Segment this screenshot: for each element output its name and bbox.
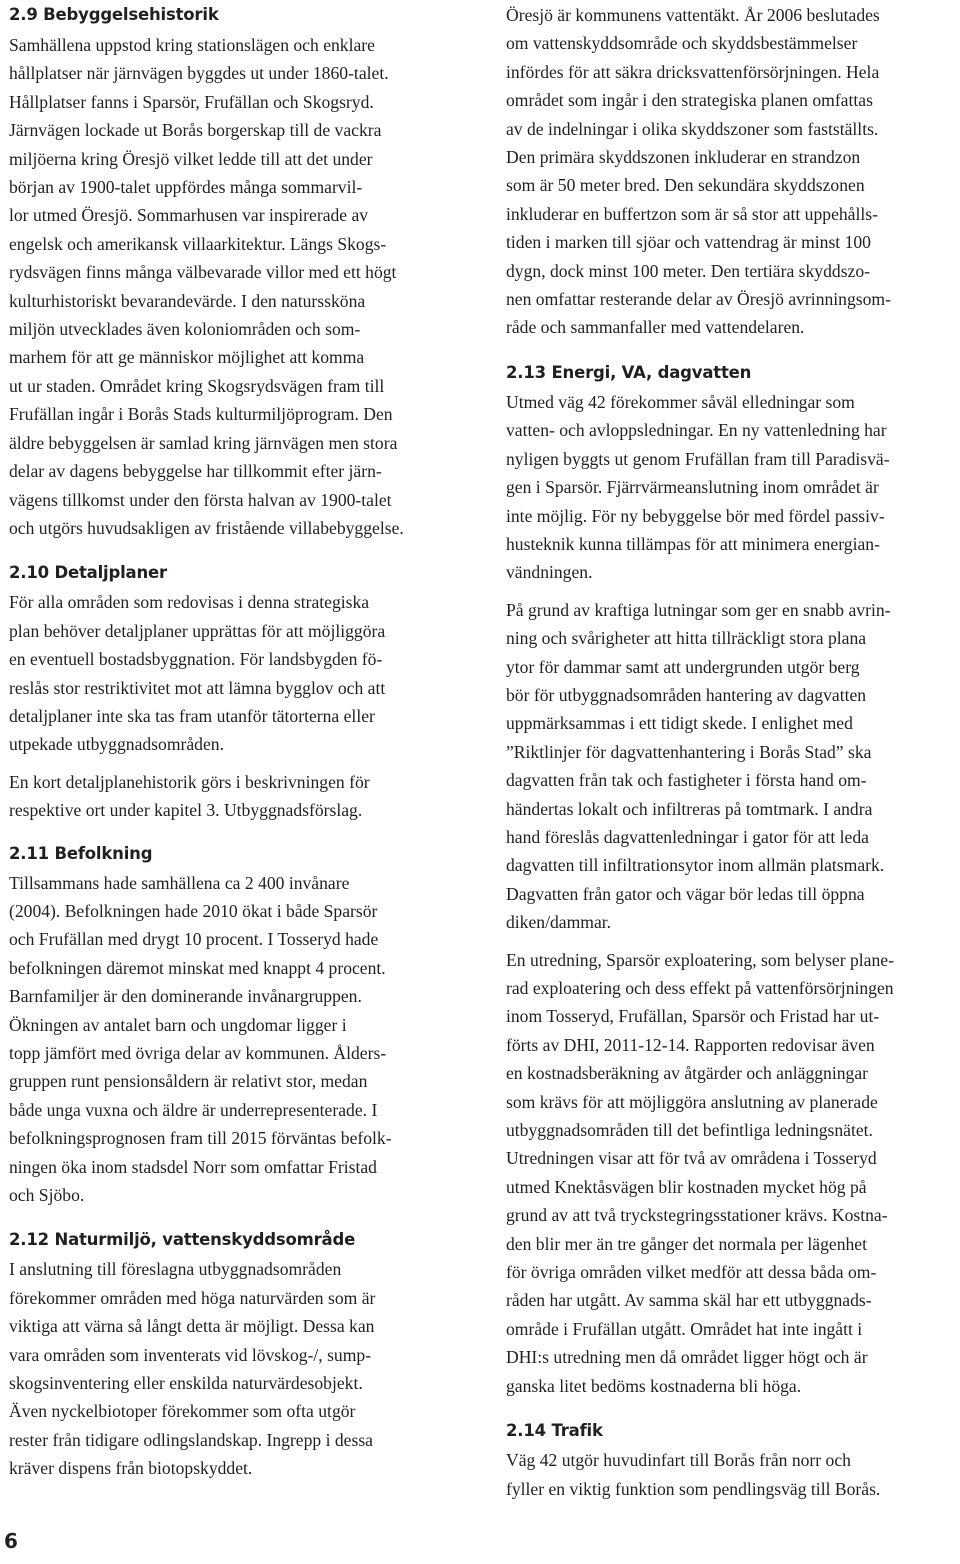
section-heading: 2.11 Befolkning <box>9 843 153 863</box>
text-line: och utgörs huvudsakligen av fristående villabebyggelse. <box>9 517 404 538</box>
text-line: rydsvägen finns många välbevarade villor med ett högt <box>9 262 397 283</box>
text-line: inkluderar en buffertzon som är så stor att uppehålls- <box>506 203 878 224</box>
text-line: ningen öka inom stadsdel Norr som omfattar Fristad <box>9 1156 377 1177</box>
text-line: befolkningen däremot minskat med knappt 4 procent. <box>9 957 386 978</box>
text-line: engelsk och amerikansk villaarkitektur. Längs Skogs- <box>9 233 387 254</box>
text-line: nen omfattar resterande delar av Öresjö avrinningsom- <box>506 289 891 310</box>
section-2-11 <box>9 843 461 1210</box>
text-line: äldre bebyggelsen är samlad kring järnvägen men stora <box>9 432 398 453</box>
text-line: Dagvatten från gator och vägar bör ledas till öppna <box>506 883 865 904</box>
section-paragraph <box>9 869 461 1210</box>
text-line: för övriga områden vilket medför att dessa båda om- <box>506 1262 877 1283</box>
text-line: Barnfamiljer är den dominerande invånargruppen. <box>9 986 362 1007</box>
section-2-12-continued <box>506 1 952 342</box>
text-line: utbyggnadsområden till det befintliga ledningsnätet. <box>506 1120 873 1141</box>
text-line: befolkningsprognosen fram till 2015 förväntas befolk- <box>9 1128 392 1149</box>
text-line: rester från tidigare odlingslandskap. Ingrepp i dessa <box>9 1429 373 1450</box>
section-paragraph <box>506 388 952 587</box>
text-line: kräver dispens från biotopskyddet. <box>9 1458 253 1479</box>
text-line: råden har utgått. Av samma skäl har ett utbyggnads- <box>506 1290 872 1311</box>
text-line: ytor för dammar samt att undergrunden utgör berg <box>506 656 860 677</box>
section-2-10 <box>9 562 461 824</box>
text-line: miljön utvecklades även koloniområden och som- <box>9 319 361 340</box>
text-line: skogsinventering eller enskilda naturvärdesobjekt. <box>9 1373 363 1394</box>
text-line: området som ingår i den strategiska planen omfattas <box>506 90 873 111</box>
text-line: början av 1900-talet uppfördes många sommarvil- <box>9 177 363 198</box>
text-line: dygn, dock minst 100 meter. Den tertiära skyddszo- <box>506 260 871 281</box>
text-line: En kort detaljplanehistorik görs i beskrivningen för <box>9 771 370 792</box>
text-line: nyligen byggts ut genom Frufällan fram till Paradisvä- <box>506 448 890 469</box>
text-line: om vattenskyddsområde och skyddsbestämmelser <box>506 33 858 54</box>
text-line: tiden i marken till sjöar och vattendrag är minst 100 <box>506 232 871 253</box>
section-heading: 2.10 Detaljplaner <box>9 563 167 583</box>
text-line: vägens tillkomst under den första halvan av 1900-talet <box>9 489 392 510</box>
text-line: Hållplatser fanns i Sparsör, Frufällan och Skogsryd. <box>9 91 374 112</box>
text-line: utpekade utbyggnadsområden. <box>9 734 224 755</box>
section-paragraph <box>9 768 461 825</box>
text-line: topp jämfört med övriga delar av kommunen. Ålders- <box>9 1043 387 1063</box>
text-line: miljöerna kring Öresjö vilket ledde till att det under <box>9 148 373 169</box>
text-line: ”Riktlinjer för dagvattenhantering i Borås Stad” ska <box>506 741 872 762</box>
text-line: både unga vuxna och äldre är underrepresenterade. I <box>9 1099 378 1120</box>
text-line: och Sjöbo. <box>9 1185 85 1206</box>
text-line: kulturhistoriskt bevarandevärde. I den naturssköna <box>9 290 366 311</box>
text-line: en kostnadsberäkning av åtgärder och anläggningar <box>506 1063 869 1084</box>
text-line: marhem för att ge människor möjlighet att komma <box>9 347 365 368</box>
section-heading: 2.12 Naturmiljö, vattenskyddsområde <box>9 1230 356 1250</box>
text-line: I anslutning till föreslagna utbyggnadsområden <box>9 1259 342 1280</box>
section-paragraph <box>9 1255 461 1482</box>
text-line: fyller en viktig funktion som pendlingsväg till Borås. <box>506 1478 881 1499</box>
text-line: utmed Knektåsvägen blir kostnaden mycket hög på <box>506 1176 867 1197</box>
text-line: ning och svårigheter att hitta tillräckligt stora plana <box>506 628 867 649</box>
text-line: En utredning, Sparsör exploatering, som belyser plane- <box>506 949 894 970</box>
text-line: rad exploatering och dess effekt på vattenförsörjningen <box>506 978 894 998</box>
text-line: respektive ort under kapitel 3. Utbyggnadsförslag. <box>9 800 363 821</box>
section-paragraph <box>506 1446 952 1503</box>
text-line: Samhällena uppstod kring stationslägen och enklare <box>9 35 375 55</box>
text-line: På grund av kraftiga lutningar som ger en snabb avrin- <box>506 599 891 620</box>
page-number: 6 <box>4 1529 18 1553</box>
text-line: dagvatten till infiltrationsytor inom allmän platsmark. <box>506 855 885 876</box>
text-line: Järnvägen lockade ut Borås borgerskap till de vackra <box>9 120 382 141</box>
right-column <box>506 0 952 1503</box>
section-heading: 2.14 Trafik <box>506 1421 603 1441</box>
text-line: Öresjö är kommunens vattentäkt. År 2006 beslutades <box>506 5 880 25</box>
text-line: händertas lokalt och infiltreras på tomtmark. I andra <box>506 798 873 819</box>
text-line: förekommer områden med höga naturvärden som är <box>9 1287 376 1308</box>
section-2-12 <box>9 1229 461 1482</box>
text-line: råde och sammanfaller med vattendelaren. <box>506 317 805 338</box>
text-line: gruppen runt pensionsåldern är relativt stor, medan <box>9 1071 368 1092</box>
text-line: Utmed väg 42 förekommer såväl elledningar som <box>506 391 855 412</box>
section-paragraph <box>9 588 461 758</box>
text-line: reslås stor restriktivitet mot att lämna bygglov och att <box>9 677 386 698</box>
text-line: inte möjlig. För ny bebyggelse bör med fördel passiv- <box>506 505 885 526</box>
text-line: vatten- och avloppsledningar. En ny vattenledning har <box>506 420 887 441</box>
text-line: delar av dagens bebyggelse har tillkommit efter järn- <box>9 461 382 482</box>
text-line: Väg 42 utgör huvudinfart till Borås från norr och <box>506 1450 851 1471</box>
text-line: hand föreslås dagvattenledningar i gator för att leda <box>506 826 869 847</box>
text-line: förts av DHI, 2011-12-14. Rapporten redovisar även <box>506 1034 875 1055</box>
text-line: (2004). Befolkningen hade 2010 ökat i både Sparsör <box>9 900 378 921</box>
left-column <box>9 0 461 1483</box>
text-line: ut ur staden. Området kring Skogsrydsvägen fram till <box>9 375 385 396</box>
text-line: den blir mer än tre gånger det normala per lägenhet <box>506 1233 867 1254</box>
text-line: Frufällan ingår i Borås Stads kulturmiljöprogram. Den <box>9 404 393 425</box>
section-2-9 <box>9 4 461 542</box>
text-line: Ökningen av antalet barn och ungdomar ligger i <box>9 1014 347 1035</box>
text-line: inom Tosseryd, Frufällan, Sparsör och Fristad har ut- <box>506 1006 880 1027</box>
text-line: vändningen. <box>506 562 593 583</box>
text-line: vara områden som inventerats vid lövskog-/, sump- <box>9 1344 372 1365</box>
section-heading: 2.9 Bebyggelsehistorik <box>9 5 219 24</box>
text-line: av de indelningar i olika skyddszoner som fastställts. <box>506 118 879 139</box>
section-paragraph <box>506 1 952 342</box>
text-line: Även nyckelbiotoper förekommer som ofta utgör <box>9 1401 356 1422</box>
section-heading: 2.13 Energi, VA, dagvatten <box>506 362 752 382</box>
text-line: Tillsammans hade samhällena ca 2 400 invånare <box>9 872 350 893</box>
text-line: diken/dammar. <box>506 912 612 933</box>
text-line: detaljplaner inte ska tas fram utanför tätorterna eller <box>9 705 375 726</box>
text-line: lor utmed Öresjö. Sommarhusen var inspirerade av <box>9 205 369 226</box>
section-paragraph <box>506 596 952 937</box>
text-line: bör för utbyggnadsområden hantering av dagvatten <box>506 684 867 705</box>
text-line: husteknik kunna tillämpas för att minimera energian- <box>506 533 880 554</box>
text-line: För alla områden som redovisas i denna strategiska <box>9 592 370 613</box>
text-line: DHI:s utredning men då området ligger högt och är <box>506 1347 868 1368</box>
text-line: område i Frufällan utgått. Området hat inte ingått i <box>506 1318 863 1339</box>
text-line: plan behöver detaljplaner upprättas för att möjliggöra <box>9 620 386 641</box>
text-line: uppmärksammas i ett tidigt skede. I enlighet med <box>506 713 853 734</box>
text-line: som krävs för att möjliggöra anslutning av planerade <box>506 1091 878 1112</box>
section-2-13 <box>506 362 952 1400</box>
text-line: grund av att två tryckstegringsstationer krävs. Kostna- <box>506 1205 888 1226</box>
section-2-14 <box>506 1420 952 1503</box>
section-paragraph <box>506 946 952 1401</box>
text-line: Den primära skyddszonen inkluderar en strandzon <box>506 147 861 168</box>
text-line: och Frufällan med drygt 10 procent. I Tosseryd hade <box>9 929 379 950</box>
text-line: en eventuell bostadsbyggnation. För landsbygden fö- <box>9 649 383 670</box>
text-line: som är 50 meter bred. Den sekundära skyddszonen <box>506 175 865 196</box>
section-paragraph <box>9 31 461 542</box>
text-line: infördes för att säkra dricksvattenförsörjningen. Hela <box>506 61 880 82</box>
text-line: hållplatser när järnvägen byggdes ut under 1860-talet. <box>9 63 389 84</box>
text-line: gen i Sparsör. Fjärrvärmeanslutning inom området är <box>506 477 879 498</box>
text-line: ganska litet bedöms kostnaderna bli höga. <box>506 1375 802 1396</box>
text-line: dagvatten från tak och fastigheter i första hand om- <box>506 770 867 791</box>
text-line: Utredningen visar att för två av områdena i Tosseryd <box>506 1148 877 1169</box>
text-line: viktiga att värna så långt detta är möjligt. Dessa kan <box>9 1316 375 1337</box>
